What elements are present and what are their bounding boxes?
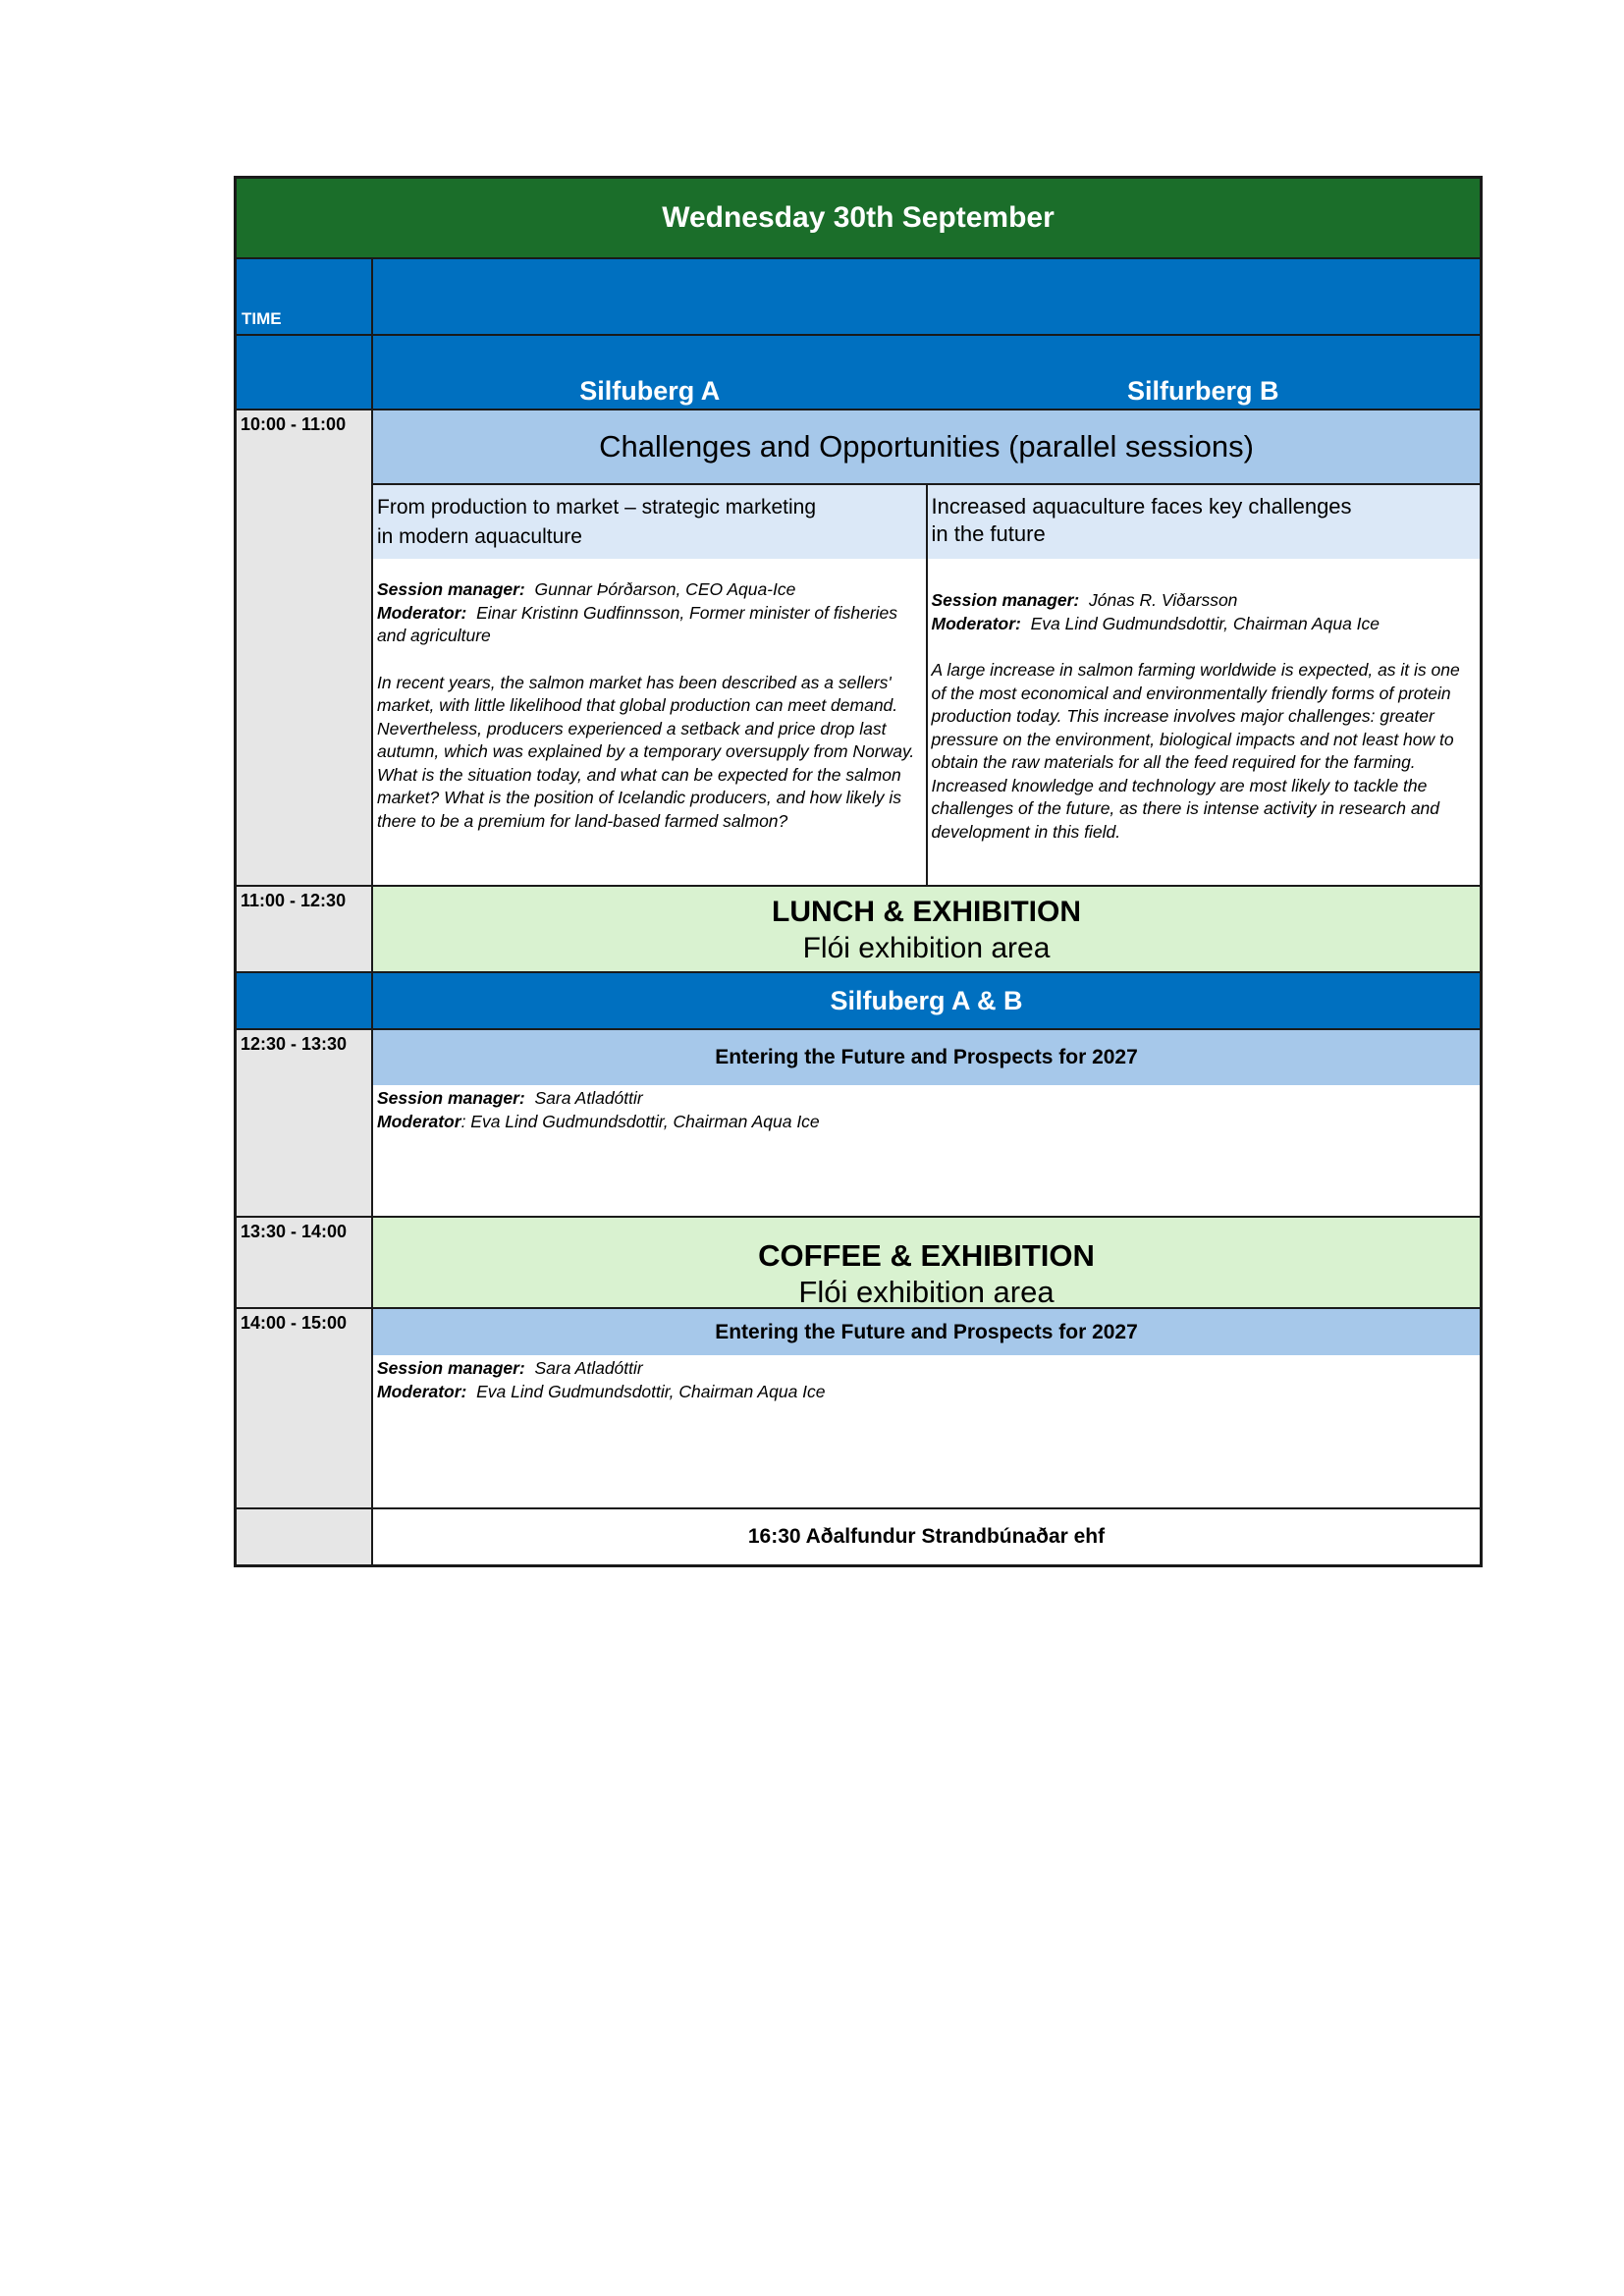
right-moderator-label: Moderator: bbox=[931, 613, 1021, 633]
slot-3-moderator-label: Moderator: bbox=[377, 1381, 467, 1401]
lunch-break bbox=[373, 887, 1480, 971]
lunch-time-cell bbox=[237, 887, 373, 971]
day-title: Wednesday 30th September bbox=[237, 179, 1480, 257]
coffee-location: Flói exhibition area bbox=[798, 1275, 1055, 1309]
rooms-row bbox=[237, 334, 1480, 409]
time-label: TIME bbox=[242, 309, 282, 328]
slot-1-time: 10:00 - 11:00 bbox=[241, 414, 347, 434]
left-moderator: Einar Kristinn Gudfinnsson, Former minister of fisheries and agriculture bbox=[377, 602, 898, 645]
left-description: In recent years, the salmon market has been described as a sellers' market, with little likelihood that global production can meet demand. Nevertheless, producers experienced a setback and price drop last autumn, which was explained by a temporary oversupply from Norway. bbox=[377, 672, 915, 761]
slot-3-time-cell bbox=[237, 1309, 373, 1507]
lunch-title: LUNCH & EXHIBITION bbox=[772, 896, 1081, 928]
slot-2-time-cell bbox=[237, 1030, 373, 1216]
coffee-time: 13:30 - 14:00 bbox=[241, 1222, 348, 1241]
coffee-break bbox=[373, 1218, 1480, 1307]
agenda-table bbox=[234, 176, 1483, 1567]
slot-3-time: 14:00 - 15:00 bbox=[241, 1313, 348, 1333]
slot-2-heading: Entering the Future and Prospects for 2027 bbox=[373, 1030, 1480, 1085]
final-time-cell bbox=[237, 1509, 373, 1564]
room-ab-label: Silfuberg A & B bbox=[373, 973, 1480, 1028]
right-description: A large increase in salmon farming worldwide is expected, as it is one of the most economical and environmentally friendly forms of protein production today. This increase involves major challenges: greater pressure on the environment, biological impacts and not least how to obtain the raw materials for all the feed required for the farming. Increased knowledge and technology are most likely to tackle the challenges of the future, as there is intense activity in research and development in this field. bbox=[931, 660, 1460, 842]
coffee-time-cell bbox=[237, 1218, 373, 1307]
slot-2-moderator-label: Moderator bbox=[377, 1111, 461, 1131]
time-header-cell bbox=[237, 259, 373, 334]
right-manager-label: Session manager: bbox=[931, 590, 1080, 610]
slot-2-time: 12:30 - 13:30 bbox=[241, 1034, 348, 1054]
lunch-location: Flói exhibition area bbox=[802, 932, 1051, 964]
coffee-title: COFFEE & EXHIBITION bbox=[758, 1238, 1095, 1273]
right-manager: Jónas R. Viðarsson bbox=[1088, 590, 1238, 610]
slot-3-row bbox=[237, 1307, 1480, 1507]
left-moderator-label: Moderator: bbox=[377, 602, 467, 623]
coffee-row bbox=[237, 1216, 1480, 1307]
lunch-time: 11:00 - 12:30 bbox=[241, 891, 347, 910]
room-ab-time-cell bbox=[237, 973, 373, 1028]
left-manager: Gunnar Þórðarson, CEO Aqua-Ice bbox=[534, 579, 796, 599]
session-right-title-line2: in the future bbox=[931, 521, 1046, 546]
final-event: 16:30 Aðalfundur Strandbúnaðar ehf bbox=[747, 1525, 1106, 1548]
slot-3-manager-label: Session manager: bbox=[377, 1358, 525, 1378]
slot-1-row bbox=[237, 409, 1480, 885]
session-left-title bbox=[373, 485, 926, 559]
session-right bbox=[928, 485, 1481, 885]
slot-3-moderator: Eva Lind Gudmundsdottir, Chairman Aqua Ice bbox=[476, 1381, 826, 1401]
slot-2-moderator: : Eva Lind Gudmundsdottir, Chairman Aqua Ice bbox=[460, 1111, 820, 1131]
right-moderator: Eva Lind Gudmundsdottir, Chairman Aqua Ice bbox=[1030, 613, 1380, 633]
slot-3-heading: Entering the Future and Prospects for 2027 bbox=[373, 1309, 1480, 1355]
session-left-title-line1: From production to market – strategic marketing bbox=[377, 496, 817, 519]
session-right-title bbox=[928, 485, 1481, 559]
left-description-2: What is the situation today, and what can be expected for the salmon market? What is the position of Icelandic producers, and how likely is there to be a premium for land-based farmed salmon? bbox=[377, 764, 902, 831]
slot-3-manager: Sara Atladóttir bbox=[534, 1358, 643, 1378]
slot-2-manager: Sara Atladóttir bbox=[534, 1088, 643, 1108]
room-ab-row bbox=[237, 971, 1480, 1028]
lunch-row bbox=[237, 885, 1480, 971]
session-left-title-line2: in modern aquaculture bbox=[377, 525, 582, 548]
time-header-row bbox=[237, 257, 1480, 334]
final-row bbox=[237, 1507, 1480, 1564]
room-a-label: Silfuberg A bbox=[579, 376, 721, 406]
left-manager-label: Session manager: bbox=[377, 579, 525, 599]
session-right-title-line1: Increased aquaculture faces key challenges bbox=[931, 494, 1352, 519]
session-left bbox=[373, 485, 928, 885]
slot-2-manager-label: Session manager: bbox=[377, 1088, 525, 1108]
slot-2-row bbox=[237, 1028, 1480, 1216]
slot-1-time-cell bbox=[237, 410, 373, 885]
header-blank bbox=[373, 259, 1480, 334]
slot-1-heading: Challenges and Opportunities (parallel sessions) bbox=[373, 410, 1480, 483]
rooms-time-cell bbox=[237, 336, 373, 409]
room-b-label: Silfurberg B bbox=[1126, 376, 1279, 406]
